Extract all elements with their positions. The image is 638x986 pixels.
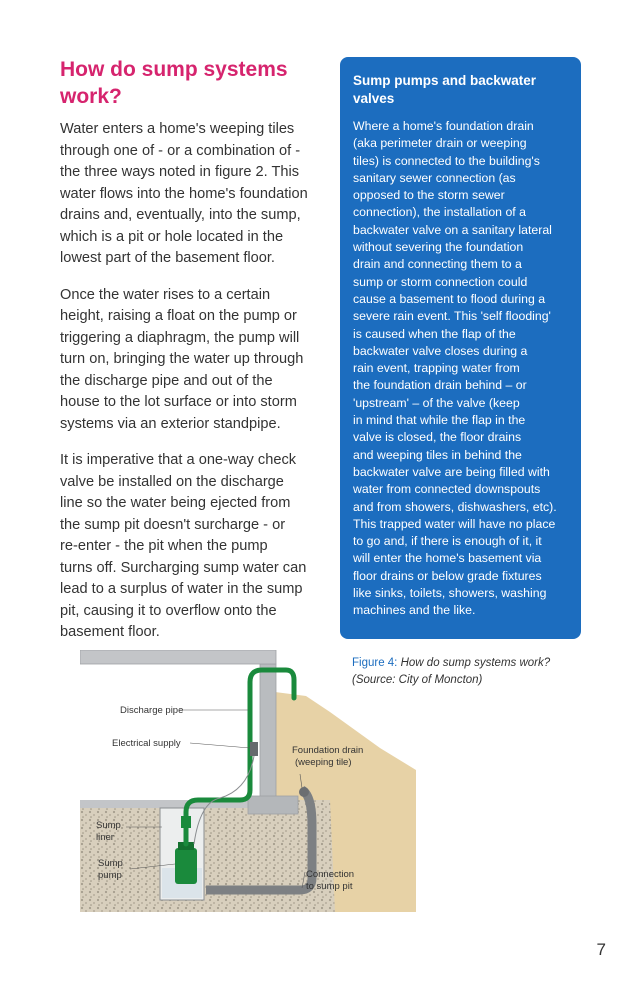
label-sump-liner-2: liner [96, 832, 114, 843]
page-number: 7 [596, 940, 606, 959]
paragraph-check-valve [60, 450, 332, 644]
text-line: machines and the like. [353, 603, 476, 618]
text-line: without severing the foundation [353, 240, 524, 255]
text-line: severe rain event. This 'self flooding' [353, 309, 551, 324]
text-line: Sump pumps and backwater [353, 73, 537, 88]
text-line: systems via an exterior standpipe. [60, 415, 281, 432]
label-sump-pump-2: pump [98, 870, 122, 881]
text-line: (aka perimeter drain or weeping [353, 136, 527, 151]
text-line: 'upstream' – of the valve (keep [353, 395, 520, 410]
text-line: tiles) is connected to the building's [353, 153, 540, 168]
leader-line [190, 743, 250, 748]
text-line: water flows into the home's foundation [60, 185, 308, 202]
text-line: drains and, eventually, into the sump, [60, 207, 301, 223]
text-line: pit, causing it to overflow onto the [60, 602, 277, 619]
floor-joist [80, 650, 276, 664]
label-sump-pump-1: Sump [98, 858, 123, 869]
text-line: valve be installed on the discharge [60, 473, 284, 490]
text-line: opposed to the storm sewer [353, 188, 505, 203]
text-line: is caused when the flap of the [353, 326, 516, 341]
label-sump-liner-1: Sump [96, 820, 121, 831]
text-line: This trapped water will have no place [353, 516, 556, 531]
figure-caption-title: How do sump systems work? [400, 657, 551, 669]
sump-pump-body [175, 848, 197, 884]
text-line: backwater valve on a sanitary lateral [353, 222, 552, 237]
text-line: basement floor. [60, 624, 160, 640]
check-valve [181, 816, 191, 828]
sump-system-diagram [80, 650, 416, 912]
text-line: the discharge pipe and out of the [60, 372, 273, 389]
text-line: the sump pit doesn't surcharge - or [60, 516, 286, 533]
text-line: height, raising a float on the pump or [60, 308, 297, 324]
text-line: water from connected downspouts [353, 482, 541, 497]
section-heading [60, 56, 332, 110]
text-line: through one of - or a combination of - [60, 142, 301, 159]
text-line: rain event, trapping water from [353, 361, 520, 376]
text-line: re-enter - the pit when the pump [60, 538, 268, 554]
text-line: lowest part of the basement floor. [60, 250, 275, 266]
text-line: the three ways noted in figure 2. This [60, 164, 300, 180]
text-line: backwater valve are being filled with [353, 464, 550, 479]
sidebar-backwater-valves [340, 57, 581, 639]
foundation-wall [260, 664, 276, 810]
foundation-footing [248, 796, 298, 814]
paragraph-weeping-tiles [60, 119, 332, 270]
text-line: Once the water rises to a certain [60, 286, 271, 303]
text-line: the foundation drain behind – or [353, 378, 527, 393]
heading-line: work? [60, 85, 122, 108]
text-line: line so the water being ejected from [60, 495, 291, 511]
text-line: like sinks, toilets, showers, washing [353, 586, 547, 601]
figure-caption-label: Figure 4: [352, 657, 398, 669]
text-line: triggering a diaphragm, the pump will [60, 329, 300, 346]
text-line: cause a basement to flood during a [353, 291, 546, 306]
label-discharge-pipe: Discharge pipe [120, 705, 184, 716]
label-connection-2: to sump pit [306, 881, 353, 892]
label-foundation-drain: Foundation drain [292, 745, 364, 756]
text-line: sump or storm connection could [353, 274, 528, 289]
text-line: to go and, if there is enough of it, it [353, 534, 542, 549]
text-line: valve is closed, the floor drains [353, 430, 522, 445]
text-line: floor drains or below grade fixtures [353, 568, 542, 583]
text-line: and from showers, dishwashers, etc). [353, 499, 557, 514]
label-weeping-tile: (weeping tile) [295, 757, 352, 768]
text-line: Where a home's foundation drain [353, 119, 534, 133]
text-line: house to the lot surface or into storm [60, 394, 297, 410]
text-line: drain and connecting them to a [353, 257, 522, 272]
text-line: connection), the installation of a [353, 205, 526, 220]
text-line: valves [353, 91, 395, 106]
figure-caption-source: (Source: City of Moncton) [352, 674, 483, 686]
text-line: turn on, bringing the water up through [60, 351, 304, 367]
text-line: It is imperative that a one-way check [60, 452, 297, 468]
label-electrical-supply: Electrical supply [112, 738, 181, 749]
label-connection-1: Connection [306, 869, 355, 880]
weeping-tile [299, 787, 309, 797]
text-line: sanitary sewer connection (as [353, 170, 516, 185]
sidebar-body [353, 118, 571, 620]
text-line: lead to a surplus of water in the sump [60, 581, 303, 597]
text-line: in mind that while the flap in the [353, 413, 526, 428]
main-text-column [60, 56, 332, 659]
heading-line: How do sump systems [60, 58, 288, 81]
text-line: will enter the home's basement via [353, 551, 542, 566]
text-line: backwater valve closes during a [353, 343, 528, 358]
text-line: turns off. Surcharging sump water can [60, 559, 307, 576]
paragraph-pump-operation [60, 285, 332, 436]
text-line: Water enters a home's weeping tiles [60, 121, 295, 137]
text-line: which is a pit or hole located in the [60, 228, 284, 245]
electrical-outlet [250, 742, 258, 756]
sidebar-title [353, 72, 571, 108]
text-line: and weeping tiles in behind the [353, 447, 522, 462]
